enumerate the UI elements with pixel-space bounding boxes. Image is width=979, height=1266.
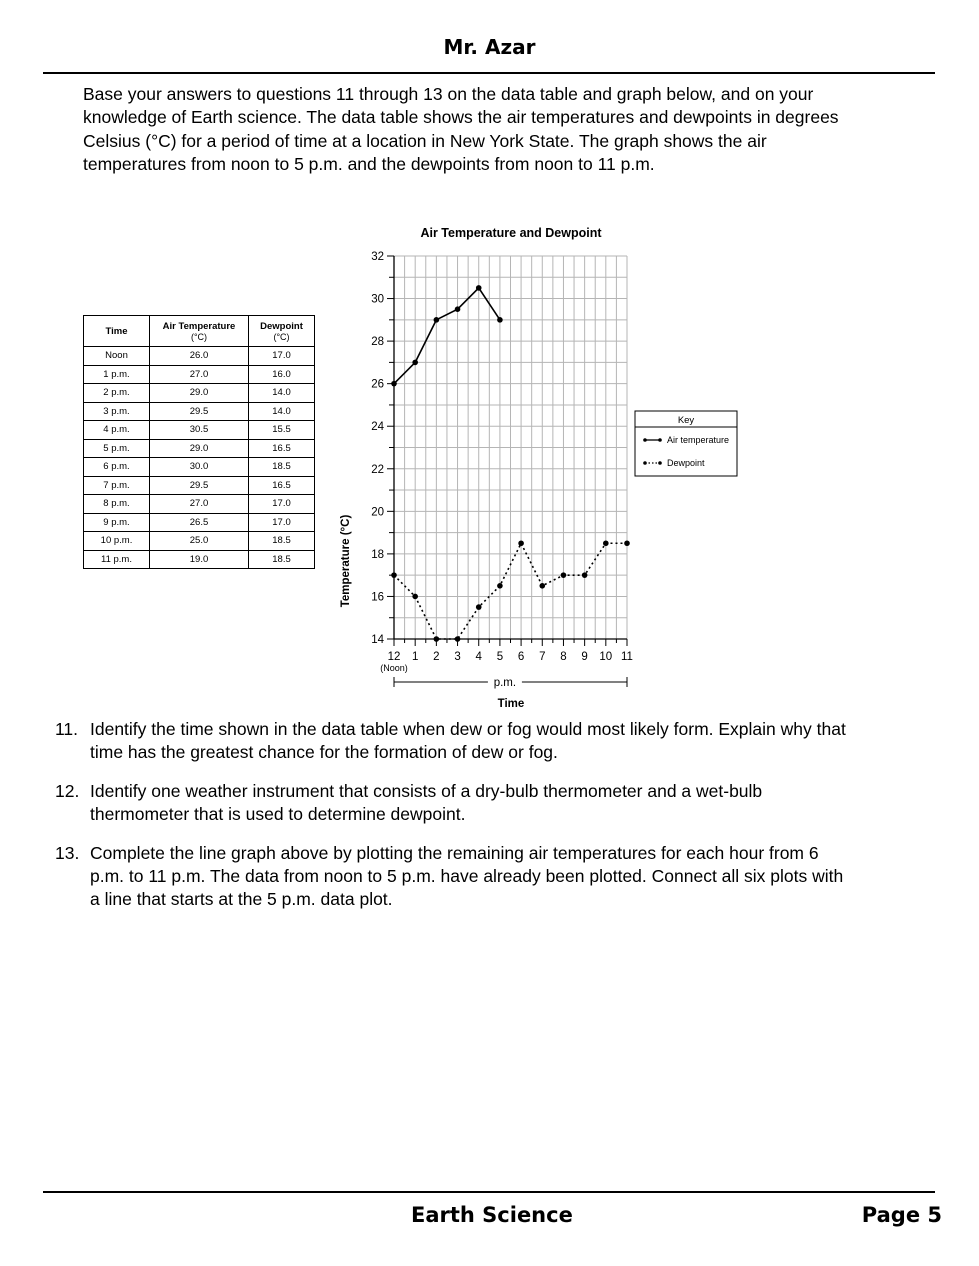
cell-time: 4 p.m.: [84, 421, 150, 440]
question-number: 12.: [55, 781, 80, 801]
footer-subject: Earth Science: [411, 1203, 573, 1227]
table-row: [84, 365, 315, 384]
y-tick-label: 20: [371, 506, 384, 519]
cell-air-temperature: 25.0: [150, 532, 249, 551]
dewpoint-point: [476, 604, 482, 610]
table-row: [84, 421, 315, 440]
header-time: Time: [84, 316, 150, 347]
noon-label: (Noon): [380, 663, 408, 673]
x-tick-label: 7: [539, 651, 546, 663]
legend-air-label: Air temperature: [667, 435, 730, 445]
x-tick-label: 10: [599, 651, 613, 663]
table-row: [84, 513, 315, 532]
header-air-temperature: [150, 316, 249, 347]
x-tick-label: 9: [581, 651, 588, 663]
x-tick-label: 2: [433, 651, 440, 663]
cell-time: 1 p.m.: [84, 365, 150, 384]
x-tick-label: 11: [621, 651, 633, 663]
cell-time: 10 p.m.: [84, 532, 150, 551]
cell-dewpoint: 18.5: [249, 458, 315, 477]
cell-time: 11 p.m.: [84, 550, 150, 569]
question-list: [55, 718, 855, 927]
cell-air-temperature: 30.5: [150, 421, 249, 440]
cell-air-temperature: 26.0: [150, 347, 249, 366]
x-tick-label: 5: [496, 651, 504, 663]
legend-dew-label: Dewpoint: [667, 458, 705, 468]
cell-time: 3 p.m.: [84, 402, 150, 421]
dewpoint-point: [539, 583, 545, 589]
cell-air-temperature: 19.0: [150, 550, 249, 569]
cell-time: 8 p.m.: [84, 495, 150, 514]
header-air-unit: (°C): [190, 331, 208, 342]
question-item: [55, 718, 855, 764]
cell-air-temperature: 29.5: [150, 476, 249, 495]
cell-dewpoint: 17.0: [249, 495, 315, 514]
dewpoint-point: [518, 540, 524, 546]
x-tick-label: 1: [411, 651, 419, 663]
x-axis-label: Time: [497, 698, 525, 710]
footer-page-number: Page 5: [861, 1203, 942, 1227]
y-axis-label: Temperature (°C): [340, 514, 352, 608]
header-rule: [43, 72, 935, 74]
legend-air-dot-right: [658, 438, 662, 442]
data-table: [83, 315, 315, 569]
cell-dewpoint: 16.0: [249, 365, 315, 384]
header-dew-label: Dewpoint: [260, 320, 303, 332]
intro-paragraph: Base your answers to questions 11 through 13 on the data table and graph below, and on your knowledge of Earth science. The data table shows the air temperatures and dewpoints in degrees Celsius (°C) for a period of time at a location in New York State. The graph shows the air temperatures from noon to 5 p.m. and the dewpoints from noon to 11 p.m.: [83, 84, 839, 174]
cell-air-temperature: 29.0: [150, 439, 249, 458]
cell-air-temperature: 27.0: [150, 495, 249, 514]
cell-time: Noon: [84, 347, 150, 366]
table-row: [84, 532, 315, 551]
cell-air-temperature: 26.5: [150, 513, 249, 532]
header-dew-unit: (°C): [273, 331, 290, 342]
x-tick-label: 12: [387, 651, 401, 663]
question-item: [55, 780, 855, 826]
chart-grid: [394, 256, 627, 639]
cell-dewpoint: 17.0: [249, 513, 315, 532]
dewpoint-point: [391, 572, 397, 578]
x-tick-label: 8: [560, 651, 567, 663]
cell-time: 2 p.m.: [84, 384, 150, 403]
air-temperature-point: [455, 306, 461, 312]
table-row: [84, 402, 315, 421]
footer-rule: [43, 1191, 935, 1193]
cell-dewpoint: 15.5: [249, 421, 315, 440]
cell-dewpoint: 17.0: [249, 347, 315, 366]
question-text: Complete the line graph above by plotting the remaining air temperatures for each hour from 6 p.m. to 11 p.m. The data from noon to 5 p.m. have already been plotted. Connect all six plots with a line that starts at the 5 p.m. data plot.: [90, 843, 844, 909]
y-tick-label: 24: [371, 421, 384, 434]
question-number: 13.: [55, 843, 80, 863]
table-body: [84, 347, 315, 569]
dewpoint-point: [412, 594, 418, 600]
legend-dew-dot-right: [658, 461, 662, 465]
cell-air-temperature: 30.0: [150, 458, 249, 477]
cell-time: 5 p.m.: [84, 439, 150, 458]
chart-title: Air Temperature and Dewpoint: [420, 226, 602, 240]
cell-dewpoint: 14.0: [249, 384, 315, 403]
y-tick-label: 22: [371, 463, 384, 476]
x-tick-label: 3: [454, 651, 461, 663]
question-text: Identify one weather instrument that consists of a dry-bulb thermometer and a wet-bulb thermometer that is used to determine dewpoint.: [90, 781, 763, 824]
dewpoint-point: [434, 636, 440, 642]
dewpoint-point: [455, 636, 461, 642]
y-tick-label: 30: [371, 293, 384, 306]
cell-dewpoint: 18.5: [249, 550, 315, 569]
air-temperature-point: [497, 317, 503, 323]
table-row: [84, 439, 315, 458]
table-header-row: [84, 316, 315, 347]
table-row: [84, 384, 315, 403]
y-tick-label: 18: [371, 548, 384, 561]
table-row: [84, 495, 315, 514]
question-item: [55, 842, 855, 911]
chart-legend: [635, 411, 737, 476]
legend-air-dot-left: [643, 438, 647, 442]
cell-air-temperature: 29.5: [150, 402, 249, 421]
cell-dewpoint: 18.5: [249, 532, 315, 551]
question-number: 11.: [55, 719, 79, 739]
legend-title: Key: [677, 415, 695, 426]
air-temperature-point: [412, 360, 418, 366]
header-air-label: Air Temperature: [162, 320, 236, 332]
legend-dew-dot-left: [643, 461, 647, 465]
cell-dewpoint: 14.0: [249, 402, 315, 421]
y-tick-label: 14: [371, 634, 384, 646]
question-text: Identify the time shown in the data table when dew or fog would most likely form. Explain why that time has the greatest chance for the formation of dew or fog.: [90, 719, 846, 762]
dewpoint-point: [561, 572, 567, 578]
dewpoint-point: [497, 583, 503, 589]
cell-time: 6 p.m.: [84, 458, 150, 477]
cell-time: 9 p.m.: [84, 513, 150, 532]
table-row: [84, 347, 315, 366]
table-row: [84, 550, 315, 569]
table-row: [84, 458, 315, 477]
header-dewpoint: [249, 316, 315, 347]
x-tick-label: 4: [475, 651, 482, 663]
dewpoint-point: [603, 540, 609, 546]
dewpoint-point: [624, 540, 630, 546]
cell-air-temperature: 27.0: [150, 365, 249, 384]
header-teacher-name: Mr. Azar: [443, 35, 536, 59]
x-tick-label: 6: [517, 651, 525, 663]
y-tick-label: 32: [371, 251, 384, 263]
dewpoint-point: [582, 572, 588, 578]
air-temperature-dewpoint-graph: [330, 215, 750, 715]
y-tick-label: 16: [371, 591, 384, 604]
y-tick-label: 28: [371, 336, 384, 349]
air-temperature-point: [434, 317, 440, 323]
air-temperature-point: [476, 285, 482, 291]
cell-dewpoint: 16.5: [249, 476, 315, 495]
cell-dewpoint: 16.5: [249, 439, 315, 458]
y-tick-label: 26: [371, 378, 384, 391]
cell-air-temperature: 29.0: [150, 384, 249, 403]
table-row: [84, 476, 315, 495]
pm-label: p.m.: [493, 677, 517, 689]
chart-axes: [371, 251, 633, 689]
air-temperature-point: [391, 381, 397, 387]
cell-time: 7 p.m.: [84, 476, 150, 495]
